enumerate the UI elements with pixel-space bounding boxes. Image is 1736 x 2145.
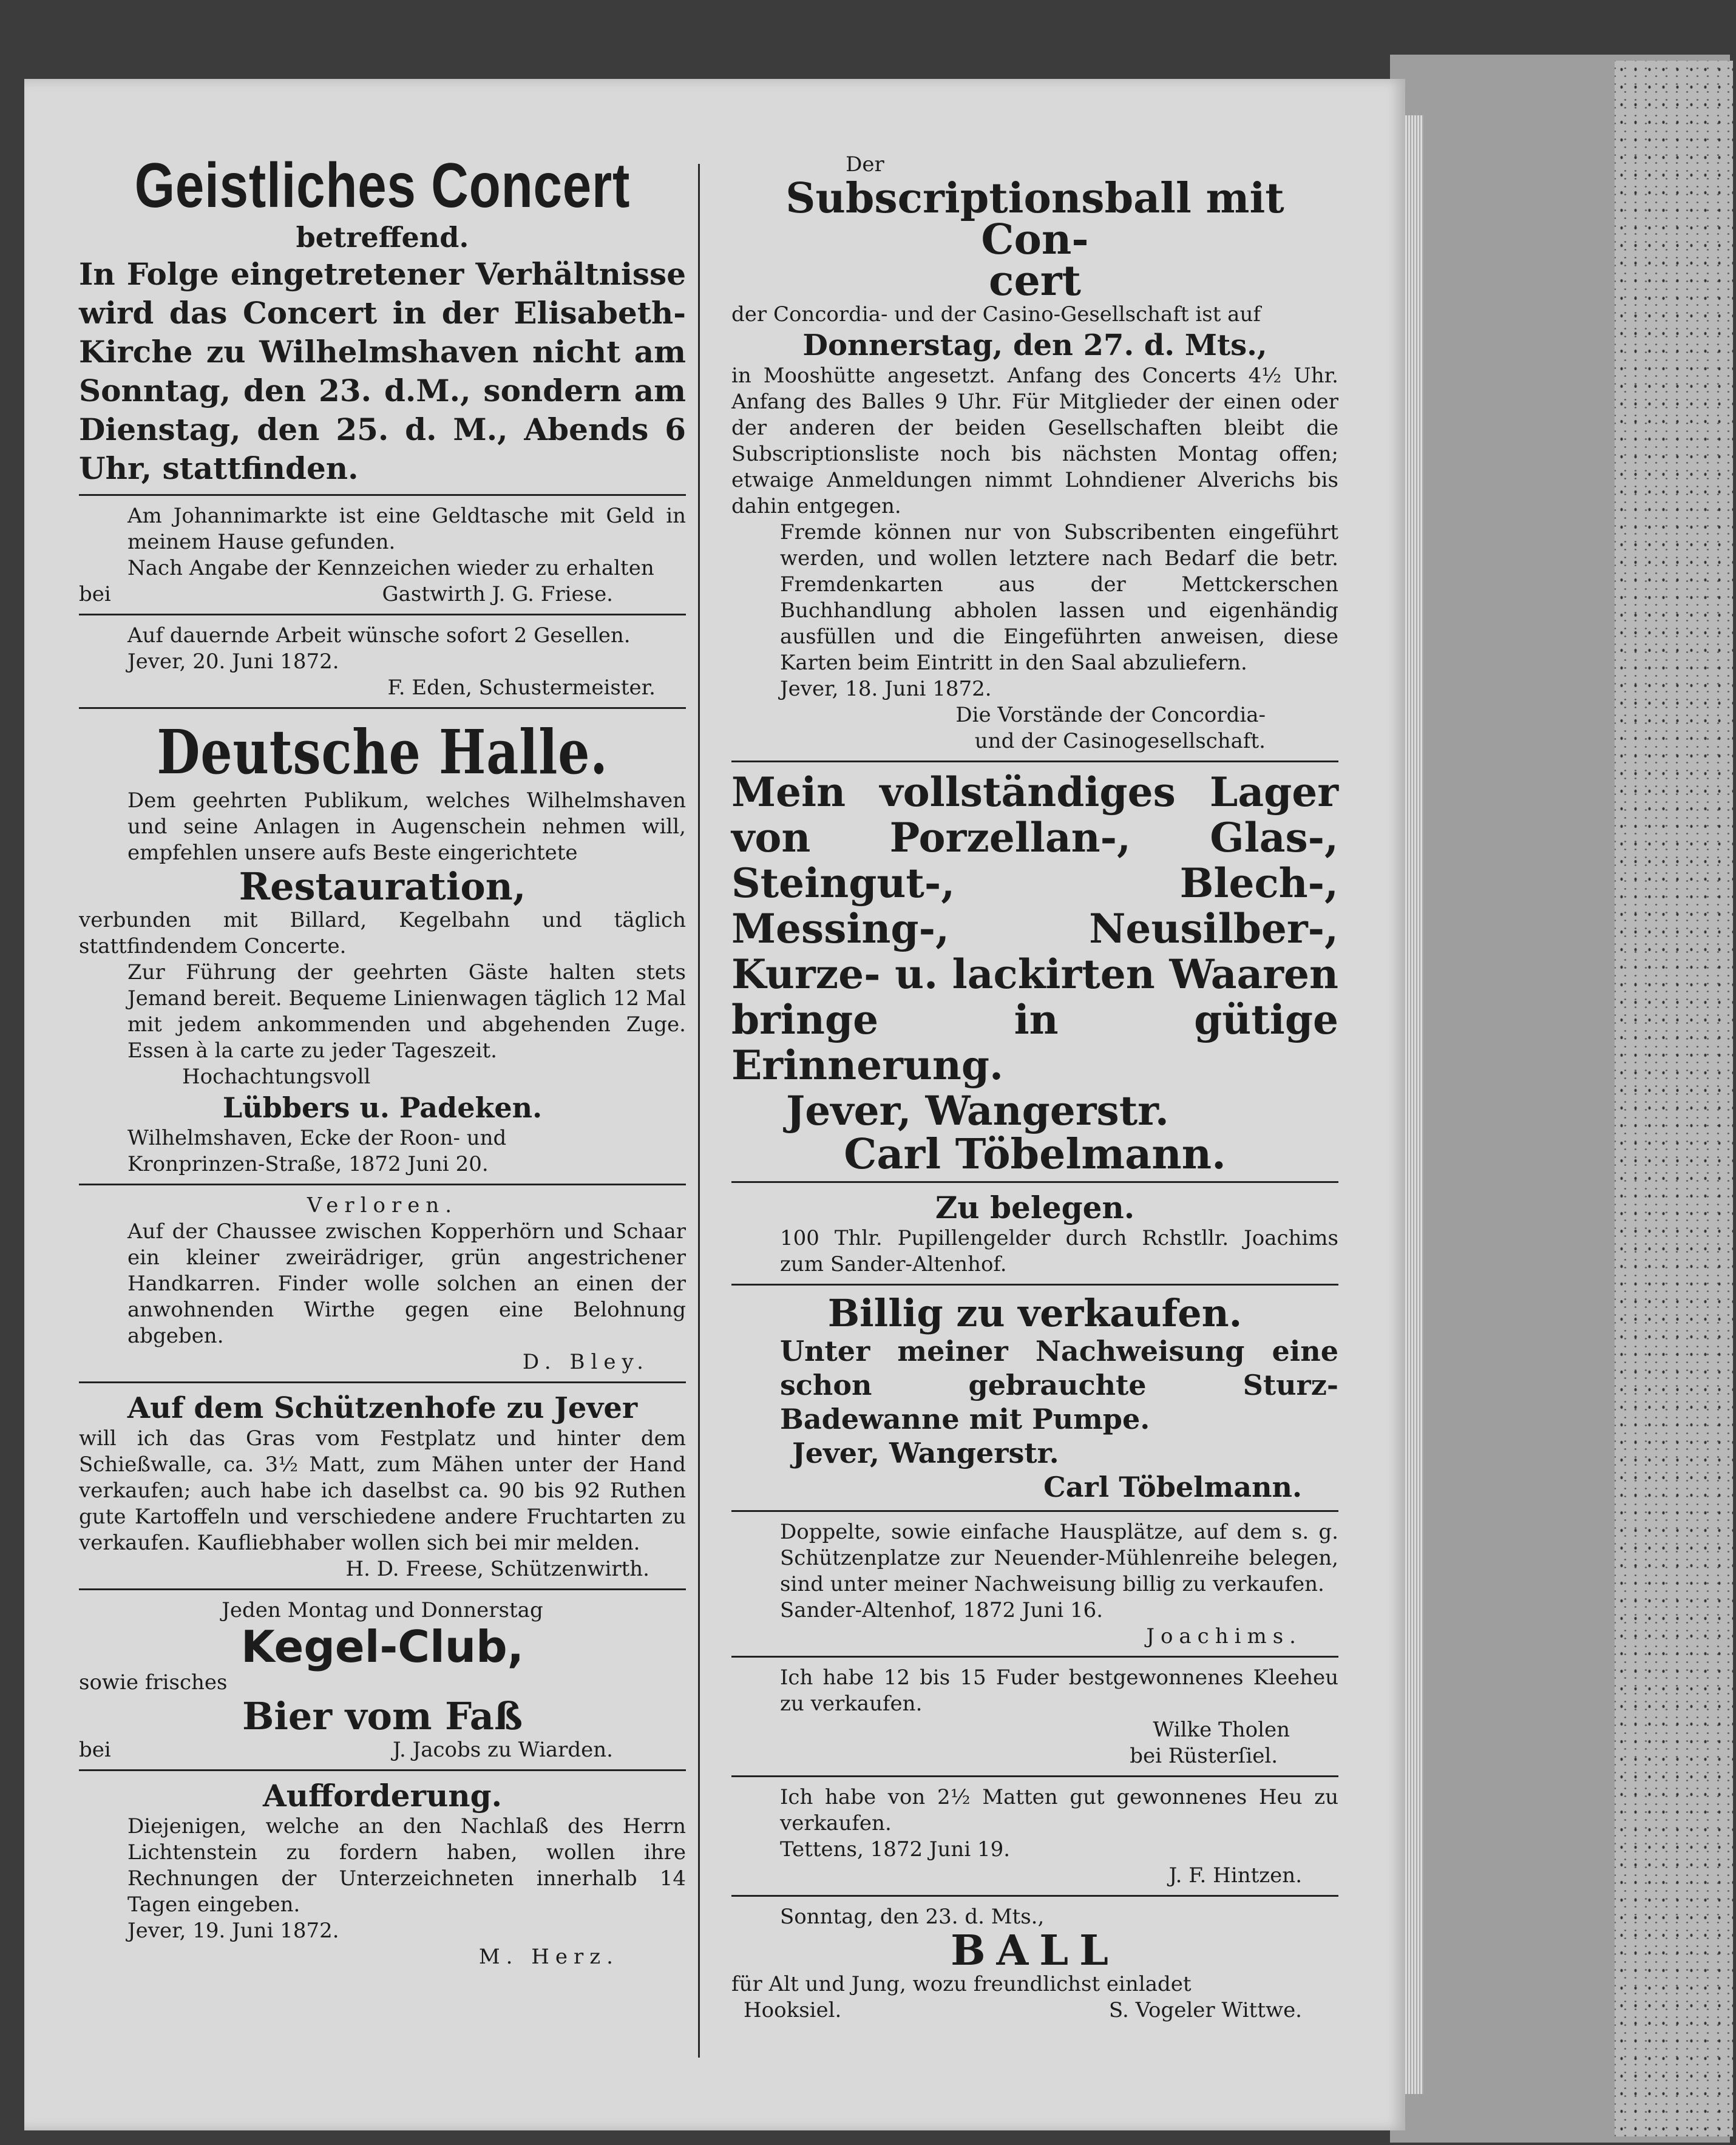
ad-body: Auf dauernde Arbeit wünsche sofort 2 Gesellen. — [127, 623, 631, 648]
ad-body: Nach Angabe der Kennzeichen wieder zu erhalten — [127, 556, 654, 580]
ad-schuetzenhof — [79, 1391, 686, 1582]
separator — [731, 1510, 1338, 1512]
separator — [79, 1588, 686, 1590]
ad-title: Subscriptionsball mit Con- — [785, 174, 1284, 264]
ad-body: Dem geehrten Publikum, welches Wilhelmshaven und seine Anlagen in Augenschein nehmen will, empfehlen unsere aufs Beste eingerichtete — [127, 788, 686, 865]
ad-place: Jever, Wangerstr. — [792, 1437, 1059, 1469]
signature-row — [79, 1737, 686, 1763]
separator — [79, 1381, 686, 1383]
ad-signature: und der Casinogesellschaft. — [974, 729, 1266, 753]
ad-body: Ich habe von 2½ Matten gut gewonnenes Heu zu verkaufen. — [780, 1785, 1338, 1835]
ad-prefix: Der — [846, 152, 884, 177]
ad-signature: D. Bley. — [522, 1350, 649, 1374]
ad-subscriptionsball — [731, 152, 1338, 754]
right-column — [731, 152, 1338, 2024]
ad-body: der Concordia- und der Casino-Gesellschaft ist auf — [731, 302, 1261, 327]
ad-gesellen — [79, 623, 686, 701]
ad-place-date: Sander-Altenhof, 1872 Juni 16. — [780, 1598, 1104, 1622]
ad-title: Billig zu verkaufen. — [827, 1291, 1243, 1335]
bei-label: bei — [79, 1738, 111, 1762]
ad-body: Auf der Chaussee zwischen Kopperhörn und Schaar ein kleiner zweirädriger, grün angestrichener Handkarren. Finder wolle solchen an einen der anwohnenden Wirthe gegen eine Belohnung abgeben. — [127, 1219, 686, 1348]
ad-body: Ich habe 12 bis 15 Fuder bestgewonnenes Kleeheu zu verkaufen. — [780, 1666, 1338, 1716]
ad-body: Unter meiner Nachweisung eine schon gebrauchte Sturz-Badewanne mit Pumpe. — [780, 1335, 1338, 1435]
separator — [79, 614, 686, 615]
signature-row — [731, 1998, 1338, 2024]
ad-address: Wilhelmshaven, Ecke der Roon- und — [127, 1126, 507, 1150]
ad-signature: Gastwirth J. G. Friese. — [382, 582, 613, 606]
ad-date: Sonntag, den 23. d. Mts., — [780, 1905, 1045, 1929]
separator — [731, 1775, 1338, 1777]
ad-concert — [79, 152, 686, 488]
ad-zu-belegen — [731, 1190, 1338, 1278]
ad-title: Verloren. — [307, 1193, 458, 1218]
ad-greeting: Hochachtungsvoll — [182, 1065, 371, 1089]
ad-lager — [731, 768, 1338, 1179]
separator — [731, 1181, 1338, 1183]
ad-title: Aufforderung. — [262, 1778, 503, 1814]
ad-body: für Alt und Jung, wozu freundlichst einladet — [731, 1972, 1192, 1996]
ad-body: Diejenigen, welche an den Nachlaß des Herrn Lichtenstein zu fordern haben, wollen ihre Rechnungen der Unterzeichneten innerhalb 14 Tagen eingeben. — [127, 1814, 686, 1917]
ad-body: verbunden mit Billard, Kegelbahn und täglich stattfindendem Concerte. — [79, 908, 686, 958]
ad-body: Mein vollständiges Lager von Porzellan-, Glas-, Steingut-, Blech-, Messing-, Neusilber-, Kurze- u. lackirten Waaren bringe in gütige Erinnerung. — [731, 768, 1338, 1089]
ad-signature: Lübbers u. Padeken. — [222, 1091, 543, 1124]
ad-signature: Joachims. — [1146, 1624, 1302, 1649]
ad-title: Auf dem Schützenhofe zu Jever — [127, 1391, 638, 1425]
ad-heu — [731, 1784, 1338, 1889]
ad-verloren — [79, 1193, 686, 1375]
ad-signature: F. Eden, Schustermeister. — [387, 676, 656, 700]
ad-body: 100 Thlr. Pupillengelder durch Rchstllr. Joachims zum Sander-Altenhof. — [780, 1226, 1338, 1276]
ad-signature: H. D. Freese, Schützenwirth. — [345, 1557, 649, 1581]
signature-row — [79, 581, 686, 608]
ad-signature: Carl Töbelmann. — [844, 1130, 1226, 1179]
separator — [731, 1656, 1338, 1658]
ad-body: In Folge eingetretener Verhältnisse wird das Concert in der Elisabeth-Kirche zu Wilhelmshaven nicht am Sonntag, den 23. d.M., sondern am Dienstag, den 25. d. M., Abends 6 Uhr, stattfinden. — [79, 256, 686, 486]
ad-title: Deutsche Halle. — [157, 716, 608, 788]
separator — [731, 1284, 1338, 1286]
separator — [79, 707, 686, 709]
book-cover-edge — [1615, 61, 1733, 2137]
ad-signature: Wilke Tholen — [1153, 1718, 1290, 1742]
ad-place: Jever, Wangerstr. — [786, 1087, 1169, 1134]
ad-body: Zur Führung der geehrten Gäste halten stets Jemand bereit. Bequeme Linienwagen täglich 12 Mal mit jedem ankommenden und abgehenden Zuge. Essen à la carte zu jeder Tageszeit. — [127, 960, 686, 1063]
separator — [731, 761, 1338, 762]
ad-address: Kronprinzen-Straße, 1872 Juni 20. — [127, 1152, 489, 1176]
ad-body: Doppelte, sowie einfache Hausplätze, auf dem s. g. Schützenplatze zur Neuender-Mühlenreihe belegen, sind unter meiner Nachweisung billig zu verkaufen. — [780, 1520, 1338, 1596]
column-divider — [698, 164, 700, 2058]
ad-geldtasche — [79, 503, 686, 608]
separator — [79, 1184, 686, 1185]
ad-aufforderung — [79, 1778, 686, 1970]
ad-place-date: Jever, 18. Juni 1872. — [780, 677, 992, 701]
separator — [731, 1895, 1338, 1897]
ad-body: sowie frisches — [79, 1670, 228, 1695]
ad-body: Jeden Montag und Donnerstag — [222, 1598, 543, 1622]
ad-signature: S. Vogeler Wittwe. — [1108, 1998, 1302, 2022]
ad-place-date: Tettens, 1872 Juni 19. — [780, 1837, 1011, 1862]
ad-title: Kegel-Club, — [241, 1621, 524, 1672]
ad-signature: Carl Töbelmann. — [1043, 1471, 1302, 1503]
ad-date: Donnerstag, den 27. d. Mts., — [802, 328, 1267, 362]
ad-title: cert — [989, 257, 1081, 305]
left-column — [79, 152, 686, 1970]
ad-billig — [731, 1293, 1338, 1504]
ad-kegel-club — [79, 1598, 686, 1763]
separator — [79, 1769, 686, 1771]
ad-heading: Restauration, — [239, 864, 526, 909]
ad-signature: M. Herz. — [478, 1945, 619, 1969]
ad-place: Hooksiel. — [744, 1998, 842, 2022]
ad-place-date: Jever, 20. Juni 1872. — [127, 649, 339, 674]
ad-signature: J. Jacobs zu Wiarden. — [393, 1738, 613, 1762]
ad-body: will ich das Gras vom Festplatz und hinter dem Schießwalle, ca. 3½ Matt, zum Mähen unter der Hand verkaufen; auch habe ich daselbst ca. 90 bis 92 Ruthen gute Kartoffeln und verschiedene andere Fruchtarten zu verkaufen. Kaufliebhaber wollen sich bei mir melden. — [79, 1426, 686, 1555]
ad-signature: Die Vorstände der Concordia- — [955, 703, 1266, 727]
ad-place: bei Rüsterſiel. — [1130, 1744, 1278, 1768]
ad-title: Zu belegen. — [935, 1190, 1135, 1225]
ad-heading: Bier vom Faß — [242, 1694, 523, 1738]
ad-subtitle: betreffend. — [296, 221, 469, 254]
ad-title: BALL — [951, 1926, 1119, 1975]
ad-body: Am Johannimarkte ist eine Geldtasche mit Geld in meinem Hause gefunden. — [127, 504, 686, 554]
ad-signature: J. F. Hintzen. — [1168, 1863, 1302, 1888]
ad-place-date: Jever, 19. Juni 1872. — [127, 1919, 339, 1943]
ad-deutsche-halle — [79, 716, 686, 1178]
ad-hausplaetze — [731, 1519, 1338, 1650]
separator — [79, 494, 686, 496]
ad-body: in Mooshütte angesetzt. Anfang des Concerts 4½ Uhr. Anfang des Balles 9 Uhr. Für Mitglieder der einen oder der anderen der beiden Gesellschaften bleibt die Subscriptionsliste noch bis nächsten Montag offen; etwaige Anmeldungen nimmt Lohndiener Alverichs bis dahin entgegen. — [731, 364, 1338, 518]
ad-body: Fremde können nur von Subscribenten eingeführt werden, und wollen letztere nach Bedarf die betr. Fremdenkarten aus der Mettckerschen Buchhandlung abholen lassen und eigenhändig ausfüllen und die Eingeführten anweisen, diese Karten beim Eintritt in den Saal abzuliefern. — [780, 520, 1338, 675]
ad-ball — [731, 1904, 1338, 2024]
bei-label: bei — [79, 582, 111, 606]
ad-title: Geistliches Concert — [134, 151, 631, 221]
ad-kleeheu — [731, 1665, 1338, 1769]
newspaper-page — [24, 79, 1405, 2130]
